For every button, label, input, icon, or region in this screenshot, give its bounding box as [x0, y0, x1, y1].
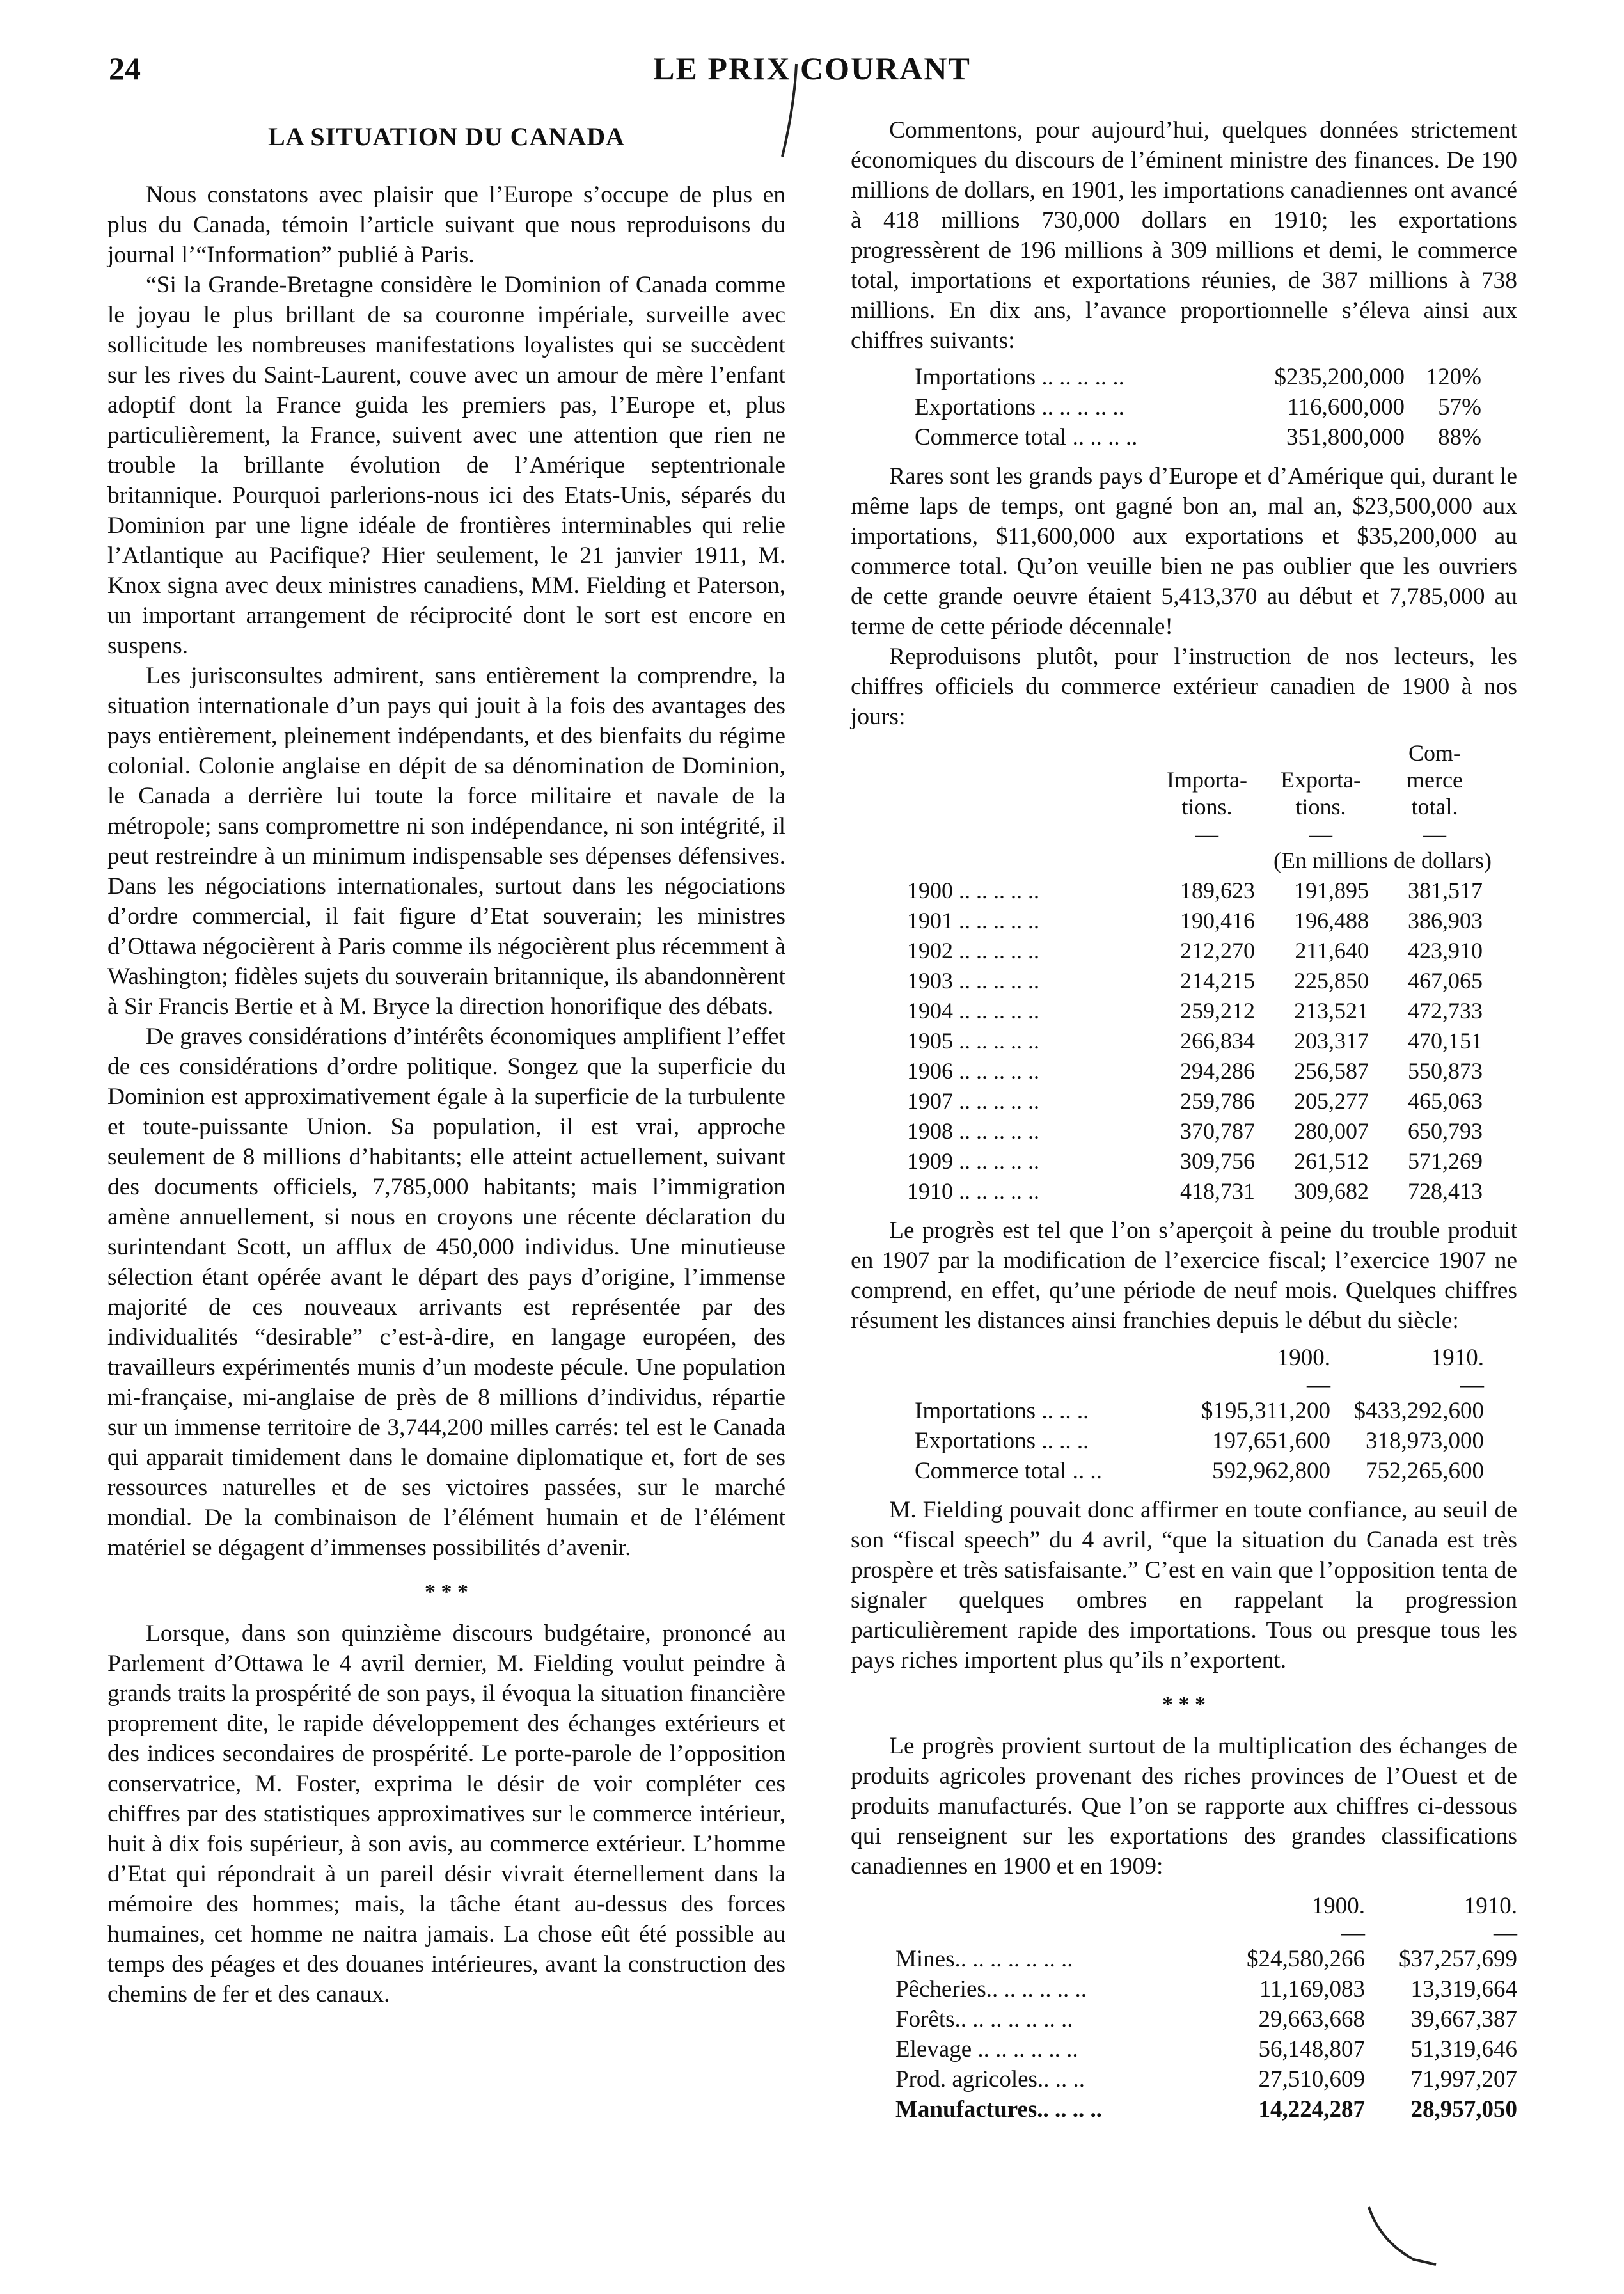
table-header-row: [915, 1342, 1484, 1374]
value-cell: 259,786: [1180, 1088, 1255, 1114]
table-row: [915, 392, 1481, 422]
value-cell: 294,286: [1180, 1058, 1255, 1084]
amount-cell: $235,200,000: [1274, 364, 1405, 390]
table-row: [907, 1056, 1492, 1086]
table-body: [895, 1944, 1517, 2124]
value-cell: 650,793: [1408, 1118, 1483, 1144]
value-cell: 752,265,600: [1366, 1458, 1484, 1484]
value-cell: 71,997,207: [1410, 2066, 1517, 2092]
value-cell: 318,973,000: [1366, 1428, 1484, 1454]
value-cell: 29,663,668: [1258, 2006, 1366, 2032]
table-row: [915, 1426, 1484, 1456]
value-cell: 56,148,807: [1258, 2036, 1366, 2062]
row-label: Importations .. .. ..: [915, 1398, 1089, 1424]
exports-by-category-table: [895, 1890, 1517, 2124]
paragraph: Le progrès provient surtout de la multiplication des échanges de produits agricoles provenant des riches provinces de l’Ouest et de produits manufacturés. Que l’on se rapporte aux chiffres ci-dessous qui renseignent sur les exportations des grandes classifications canadiennes en 1900 et en 1909:: [851, 1733, 1517, 1879]
amount-cell: 116,600,000: [1287, 394, 1405, 420]
column-header: Importa- tions.: [1167, 767, 1247, 819]
value-cell: 212,270: [1180, 938, 1255, 963]
year-cell: 1906 .. .. .. .. ..: [907, 1058, 1039, 1084]
table-row: [907, 996, 1492, 1026]
year-cell: 1905 .. .. .. .. ..: [907, 1028, 1039, 1054]
table-row: [895, 1944, 1517, 1974]
value-cell: 418,731: [1180, 1178, 1255, 1204]
value-cell: $433,292,600: [1353, 1398, 1484, 1424]
table-body: [907, 876, 1492, 1206]
table-row: [907, 936, 1492, 966]
column-header: Com- merce total.: [1407, 740, 1463, 819]
year-cell: 1904 .. .. .. .. ..: [907, 998, 1039, 1024]
paragraph: “Si la Grande-Bretagne considère le Dominion of Canada comme le joyau le plus brillant de sa couronne impériale, surveille avec sollicitude les nombreuses manifestations loyalistes qui se succèdent sur les rives du Saint-Laurent, couve avec un amour de mère l’enfant adoptif dont la France guida les premiers pas, l’Europe et, plus particulièrement, la France, suivent avec une attention que rien ne trouble la brillante évolution de l’Amérique septentrionale britannique. Pourquoi parlerions-nous ici des Etats-Unis, séparés du Dominion par une ligne idéale de frontières interminables qui relie l’Atlantique au Pacifique? Hier seulement, le 21 janvier 1911, M. Knox signa avec deux ministres canadiens, MM. Fielding et Paterson, un important arrangement de réciprocité dont le sort est encore en suspens.: [107, 272, 785, 659]
article-title: LA SITUATION DU CANADA: [268, 122, 625, 151]
value-cell: 27,510,609: [1258, 2066, 1366, 2092]
percent-cell: 120%: [1426, 364, 1481, 390]
value-cell: 191,895: [1294, 878, 1369, 903]
right-column: [851, 115, 1517, 2124]
year-cell: 1908 .. .. .. .. ..: [907, 1118, 1039, 1144]
value-cell: 592,962,800: [1212, 1458, 1330, 1484]
percent-cell: 57%: [1438, 394, 1481, 420]
value-cell: 213,521: [1294, 998, 1369, 1024]
value-cell: 13,319,664: [1410, 1976, 1517, 2002]
table-row: [895, 2004, 1517, 2034]
value-cell: 381,517: [1408, 878, 1483, 903]
section-separator: * * *: [1162, 1693, 1206, 1716]
value-cell: $24,580,266: [1247, 1946, 1366, 1972]
value-cell: 11,169,083: [1259, 1976, 1366, 2002]
value-cell: 467,065: [1408, 968, 1483, 993]
row-label: Exportations .. .. ..: [915, 1428, 1089, 1454]
table-row: [907, 966, 1492, 996]
year-cell: 1909 .. .. .. .. ..: [907, 1148, 1039, 1174]
left-column: [107, 115, 785, 2009]
value-cell: 370,787: [1180, 1118, 1255, 1144]
value-cell: 280,007: [1294, 1118, 1369, 1144]
value-cell: 465,063: [1408, 1088, 1483, 1114]
value-cell: $195,311,200: [1201, 1398, 1330, 1424]
year-cell: 1910 .. .. .. .. ..: [907, 1178, 1039, 1204]
paragraph: De graves considérations d’intérêts économiques amplifient l’effet de ces considérations d’ordre politique. Songez que la superficie du Dominion est approximativement égale à la superficie de la turbulente et toute-puissante Union. Sa population, il est vrai, approche seulement de 8 millions d’habitants; elle atteint actuellement, suivant des documents officiels, 7,785,000 habitants; mais l’immigration amène annuellement, si nous en croyons une récente déclaration du surintendant Scott, un afflux de 450,000 individus. Une minutieuse sélection étant opérée avant le départ des pays d’origine, l’immense majorité de ces nouveaux arrivants est représentée par des individualités “desirable” c’est-à-dire, en langage européen, des travailleurs expérimentés munis d’un modeste pécule. Une population mi-française, mi-anglaise de près de 8 millions d’individus, répartie sur un immense territoire de 3,744,200 milles carrés: tel est le Canada qui apparait timidement dans le domaine diplomatique et, fort de ses ressources naturelles et de ses victoires passées, sur le marché mondial. De la combinaison de l’élément humain et de l’élément matériel se dégagent d’immenses possibilités d’avenir.: [107, 1024, 785, 1561]
value-cell: 190,416: [1180, 908, 1255, 933]
paragraph: Rares sont les grands pays d’Europe et d’Amérique qui, durant le même laps de temps, ont gagné bon an, mal an, $23,500,000 aux importations, $11,600,000 aux exportations et $35,200,000 au commerce total. Qu’on veuille bien ne pas oublier que les ouvriers de cette grande oeuvre étaient 5,413,370 au début et 7,785,000 au terme de cette période décennale!: [851, 463, 1517, 640]
year-cell: 1901 .. .. .. .. ..: [907, 908, 1039, 933]
table-row: [907, 1146, 1492, 1176]
table-row: [895, 2034, 1517, 2064]
table-row: [895, 1974, 1517, 2004]
table-row: [907, 1116, 1492, 1146]
column-header: 1900.: [1311, 1893, 1366, 1919]
table-row: [915, 1396, 1484, 1426]
running-title: LE PRIX COURANT: [653, 51, 971, 86]
value-cell: 309,682: [1294, 1178, 1369, 1204]
row-label: Elevage .. .. .. .. .. ..: [895, 2036, 1078, 2062]
year-cell: 1900 .. .. .. .. ..: [907, 878, 1039, 903]
value-cell: 211,640: [1295, 938, 1369, 963]
row-label: Commerce total .. ..: [915, 1458, 1102, 1484]
table-row: [907, 1026, 1492, 1056]
century-comparison-table: [915, 1342, 1484, 1486]
row-label: Mines.. .. .. .. .. .. ..: [895, 1946, 1073, 1972]
value-cell: 423,910: [1408, 938, 1483, 963]
table-header-row: [907, 740, 1492, 823]
table-row: [915, 422, 1481, 452]
table-header-row: [895, 1890, 1517, 1922]
paragraph: Lorsque, dans son quinzième discours budgétaire, prononcé au Parlement d’Ottawa le 4 avril dernier, M. Fielding voulut peindre à grands traits la prospérité de son pays, il évoqua la situation financière proprement dite, le rapide développement des échanges extérieurs et des indices secondaires de prospérité. Le porte-parole de l’opposition conservatrice, M. Foster, exprima le désir de voir compléter ces chiffres par des statistiques approximatives sur le commerce intérieur, huit à dix fois supérieur, à son avis, au commerce extérieur. L’homme d’Etat qui répondrait à un pareil désir vivrait éternellement dans la mémoire des hommes; mais, la tâche étant au-dessus des forces humaines, cet homme ne naitra jamais. La chose eût été possible au temps des péages et des douanes intérieures, avant la construction des chemins de fer et des canaux.: [107, 1620, 785, 2007]
value-cell: 196,488: [1294, 908, 1369, 933]
table-row: [907, 1176, 1492, 1206]
year-cell: 1903 .. .. .. .. ..: [907, 968, 1039, 993]
paragraph: Commentons, pour aujourd’hui, quelques données strictement économiques du discours de l’éminent ministre des finances. De 190 millions de dollars, en 1901, les importations canadiennes ont avancé à 418 millions 730,000 dollars en 1910; les exportations progressèrent de 196 millions à 309 millions et demi, le commerce total, importations et exportations réunies, de 387 millions à 738 millions. En dix ans, l’avance proportionnelle s’éleva ainsi aux chiffres suivants:: [851, 117, 1517, 354]
paragraph: Reproduisons plutôt, pour l’instruction de nos lecteurs, les chiffres officiels du commerce extérieur canadien de 1900 à nos jours:: [851, 644, 1517, 730]
year-cell: 1902 .. .. .. .. ..: [907, 938, 1039, 963]
table-row: [895, 2094, 1517, 2124]
value-cell: 386,903: [1408, 908, 1483, 933]
value-cell: 51,319,646: [1410, 2036, 1517, 2062]
row-label: Exportations .. .. .. .. ..: [915, 394, 1124, 420]
value-cell: 189,623: [1180, 878, 1255, 903]
value-cell: 39,667,387: [1410, 2006, 1517, 2032]
unit-row: [907, 846, 1492, 876]
table-row: [907, 876, 1492, 906]
value-cell: 309,756: [1180, 1148, 1255, 1174]
table-rule-row: — —: [1307, 1372, 1484, 1398]
paragraph: Le progrès est tel que l’on s’aperçoit à peine du trouble produit en 1907 par la modification de l’exercice fiscal; l’exercice 1907 ne comprend, en effet, qu’une période de neuf mois. Quelques chiffres résument les distances ainsi franchies depuis le début du siècle:: [851, 1217, 1517, 1334]
percent-cell: 88%: [1438, 424, 1481, 450]
paragraph: Nous constatons avec plaisir que l’Europe s’occupe de plus en plus du Canada, témoin l’article suivant que nous reproduisons du journal l’“Information” publié à Paris.: [107, 182, 785, 268]
unit-label: (En millions de dollars): [1273, 848, 1492, 873]
value-cell: 14,224,287: [1258, 2096, 1366, 2123]
value-cell: 266,834: [1180, 1028, 1255, 1054]
table-rule-row: — —: [1341, 1920, 1517, 1946]
value-cell: 259,212: [1180, 998, 1255, 1024]
value-cell: 571,269: [1408, 1148, 1483, 1174]
row-label: Forêts.. .. .. .. .. .. ..: [895, 2006, 1073, 2032]
column-header: 1900.: [1277, 1345, 1330, 1371]
value-cell: 197,651,600: [1212, 1428, 1330, 1454]
row-label: Importations .. .. .. .. ..: [915, 364, 1124, 390]
pencil-mark-icon: [1356, 2201, 1446, 2271]
trade-by-year-table: [907, 740, 1492, 1206]
value-cell: 550,873: [1408, 1058, 1483, 1084]
section-separator: * * *: [425, 1580, 468, 1604]
paragraph: Les jurisconsultes admirent, sans entièrement la comprendre, la situation internationale d’un pays qui jouit à la fois des avantages des pays entièrement, pleinement indépendants, et des bienfaits du régime colonial. Colonie anglaise en dépit de sa dénomination de Dominion, le Canada a derrière lui toute la force militaire et navale de la métropole; sans compromettre ni son indépendance, ni son intégrité, il peut restreindre à un minimum indispensable ses dépenses défensives. Dans les négociations internationales, surtout dans les négociations d’ordre commercial, il fait figure d’Etat souverain; les ministres d’Ottawa négocièrent à Paris comme ils négocièrent plus récemment à Washington; fidèles sujets du souverain britannique, ils abandonnèrent à Sir Francis Bertie et à M. Bryce la direction honorifique des débats.: [107, 663, 785, 1020]
value-cell: 225,850: [1294, 968, 1369, 993]
table-rule-row: — — —: [1195, 821, 1446, 847]
year-cell: 1907 .. .. .. .. ..: [907, 1088, 1039, 1114]
table-row: [915, 362, 1481, 392]
column-header: 1910.: [1430, 1345, 1484, 1371]
value-cell: 261,512: [1294, 1148, 1369, 1174]
value-cell: 728,413: [1408, 1178, 1483, 1204]
column-header: 1910.: [1463, 1893, 1517, 1919]
value-cell: 472,733: [1408, 998, 1483, 1024]
row-label: Prod. agricoles.. .. ..: [895, 2066, 1085, 2092]
column-header: Exporta- tions.: [1281, 767, 1361, 819]
value-cell: 214,215: [1180, 968, 1255, 993]
value-cell: 470,151: [1408, 1028, 1483, 1054]
table-row: [895, 2064, 1517, 2094]
paragraph: M. Fielding pouvait donc affirmer en toute confiance, au seuil de son “fiscal speech” du 4 avril, “que la situation du Canada est très prospère et très satisfaisante.” C’est en vain que l’opposition tenta de signaler quelques ombres en rappelant la progression particulièrement rapide des importations. Tous ou presque tous les pays riches importent plus qu’ils n’exportent.: [851, 1497, 1517, 1673]
growth-table: [915, 362, 1481, 452]
value-cell: 205,277: [1294, 1088, 1369, 1114]
value-cell: 28,957,050: [1410, 2096, 1517, 2123]
row-label: Pêcheries.. .. .. .. .. ..: [895, 1976, 1087, 2002]
value-cell: 256,587: [1294, 1058, 1369, 1084]
value-cell: 203,317: [1294, 1028, 1369, 1054]
row-label: Manufactures.. .. .. ..: [895, 2096, 1103, 2123]
table-row: [907, 1086, 1492, 1116]
table-row: [915, 1456, 1484, 1486]
value-cell: $37,257,699: [1399, 1946, 1517, 1972]
page-number: 24: [109, 51, 141, 86]
table-row: [907, 906, 1492, 936]
row-label: Commerce total .. .. .. ..: [915, 424, 1138, 450]
amount-cell: 351,800,000: [1286, 424, 1405, 450]
